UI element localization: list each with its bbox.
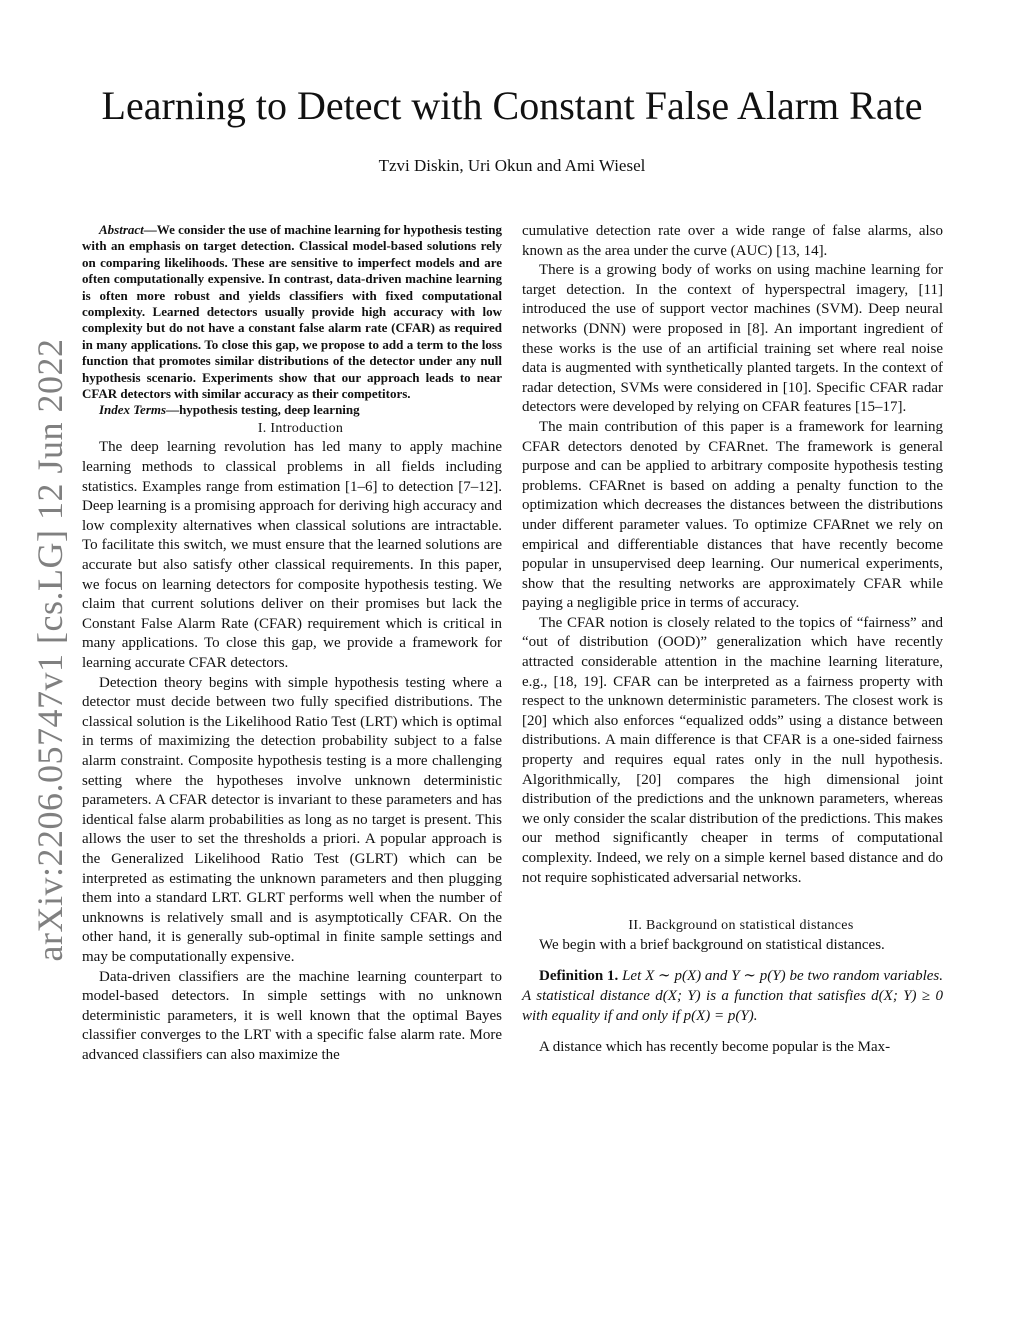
- index-terms-body: —hypothesis testing, deep learning: [166, 402, 360, 418]
- paper-title: Learning to Detect with Constant False Alarm Rate: [101, 83, 923, 128]
- index-terms-label: Index Terms: [99, 402, 167, 418]
- abstract-body: —We consider the use of machine learning for hypothesis testing with an emphasis on target detection. Classical model-based solutions rely on comparing likelihoods. These are sensitive to imperfect models and are often computationally expensive. In contrast, data-driven machine learning is often more robust and yields classifiers with fixed computational complexity. Learned detectors usually provide high accuracy with low complexity but do not have a constant false alarm rate (CFAR) as required in many applications. To close this gap, we propose to add a term to the loss function that promotes similar distributions of the detector under any null hypothesis scenario. Experiments show that our approach leads to near CFAR detectors with similar accuracy as their competitors.: [82, 222, 502, 402]
- left-column: [82, 222, 502, 1065]
- right-column: [522, 222, 943, 1058]
- index-terms: [82, 402, 502, 418]
- paper-authors: Tzvi Diskin, Uri Okun and Ami Wiesel: [378, 156, 646, 175]
- definition-1: [522, 967, 943, 1026]
- intro-paragraph-3: Data-driven classifiers are the machine learning counterpart to model-based detectors. In simple settings with no unknown deterministic parameters, it is well known that the optimal Bayes classifier converges to the LRT with a specific false alarm rate. More advanced classifiers can also maximize the: [82, 968, 502, 1063]
- abstract-label: Abstract: [99, 222, 144, 237]
- intro-paragraph-2: Detection theory begins with simple hypothesis testing where a detector must decide between two fully specified distributions. The classical solution is the Likelihood Ratio Test (LRT) which is optimal in terms of maximizing the detection probability subject to a false alarm constraint. Composite hypothesis testing is a more challenging setting where the hypotheses involve unknown deterministic parameters. A CFAR detector is invariant to these parameters and has identical false alarm probabilities as long as no target is present. This allows the user to set the thresholds a priori. A popular approach is the Generalized Likelihood Ratio Test (GLRT) which can be interpreted as estimating the unknown parameters and then plugging them into a standard LRT. GLRT performs well when the number of unknowns is relatively small and is asymptotically CFAR. On the other hand, it is generally sub-optimal in finite sample settings and may be computationally expensive.: [82, 674, 502, 965]
- section-heading-introduction: I. Introduction: [257, 420, 344, 436]
- definition-body: Let X ∼ p(X) and Y ∼ p(Y) be two random variables. A statistical distance d(X; Y) is a function that satisfies d(X; Y) ≥ 0 with equality if and only if p(X) = p(Y).: [522, 968, 944, 1024]
- intro-paragraph-5: The main contribution of this paper is a framework for learning CFAR detectors denoted by CFARnet. The framework is general purpose and can be applied to arbitrary composite hypothesis testing problems. CFARnet is based on adding a penalty function to the optimization which decreases the distances between the distributions under different parameter values. To optimize CFARnet we rely on empirical and differentiable distances that have recently become popular in unsupervised deep learning. Our numerical experiments, show that the resulting networks are approximately CFAR while paying a negligible price in terms of accuracy.: [522, 418, 943, 612]
- intro-paragraph-1: The deep learning revolution has led many to apply machine learning methods to classical problems in all fields including statistics. Examples range from estimation [1–6] to detection [7–12]. Deep learning is a promising approach for deriving high accuracy and low complexity alternatives when classical solutions are intractable. To facilitate this switch, we must ensure that the learned solutions are accurate but also satisfy other classical requirements. In this paper, we focus on learning detectors for composite hypothesis testing. We claim that current solutions deliver on their promises but lack the Constant False Alarm Rate (CFAR) requirement which is critical in many applications. To close this gap, we provide a framework for learning accurate CFAR detectors.: [82, 439, 502, 671]
- arxiv-identifier-text: arXiv:2206.05747v1 [cs.LG] 12 Jun 2022: [30, 338, 70, 962]
- abstract: [82, 222, 502, 402]
- intro-paragraph-continued: cumulative detection rate over a wide range of false alarms, also known as the area under the curve (AUC) [13, 14].: [522, 223, 943, 259]
- section-heading-background: II. Background on statistical distances: [628, 918, 854, 934]
- background-paragraph-2: A distance which has recently become popular is the Max-: [539, 1039, 891, 1056]
- section-spacer: [522, 888, 943, 916]
- intro-paragraph-6: The CFAR notion is closely related to the topics of “fairness” and “out of distribution (OOD)” generalization which have recently attracted considerable attention in the machine learning literature, e.g., [18, 19]. CFAR can be interpreted as a fairness property with respect to the unknown deterministic parameters. The closest work is [20] which also enforces “equalized odds” using a distance between distributions. A main difference is that CFAR is a one-sided fairness property and requires equal rates only in the null hypothesis. Algorithmically, [20] compares the high dimensional joint distribution of the predictions and the unknown parameters, whereas we only consider the scalar distribution of the predictions. This makes our method significantly cheaper in terms of computational complexity. Indeed, we rely on a simple kernel based distance and do not require sophisticated adversarial networks.: [522, 614, 943, 886]
- intro-paragraph-4: There is a growing body of works on using machine learning for target detection. In the context of hyperspectral imagery, [11] introduced the use of support vector machines (SVM). Deep neural networks (DNN) were proposed in [8]. An important ingredient of these works is the use of an artificial training set where real noise data is augmented with synthetically planted targets. In the context of radar detection, SVMs were considered in [10]. Specific CFAR radar detectors were developed by relying on CFAR features [15–17].: [522, 262, 943, 416]
- arxiv-identifier: [28, 338, 72, 962]
- background-paragraph-1: We begin with a brief background on statistical distances.: [539, 936, 885, 953]
- definition-label: Definition 1.: [539, 968, 619, 985]
